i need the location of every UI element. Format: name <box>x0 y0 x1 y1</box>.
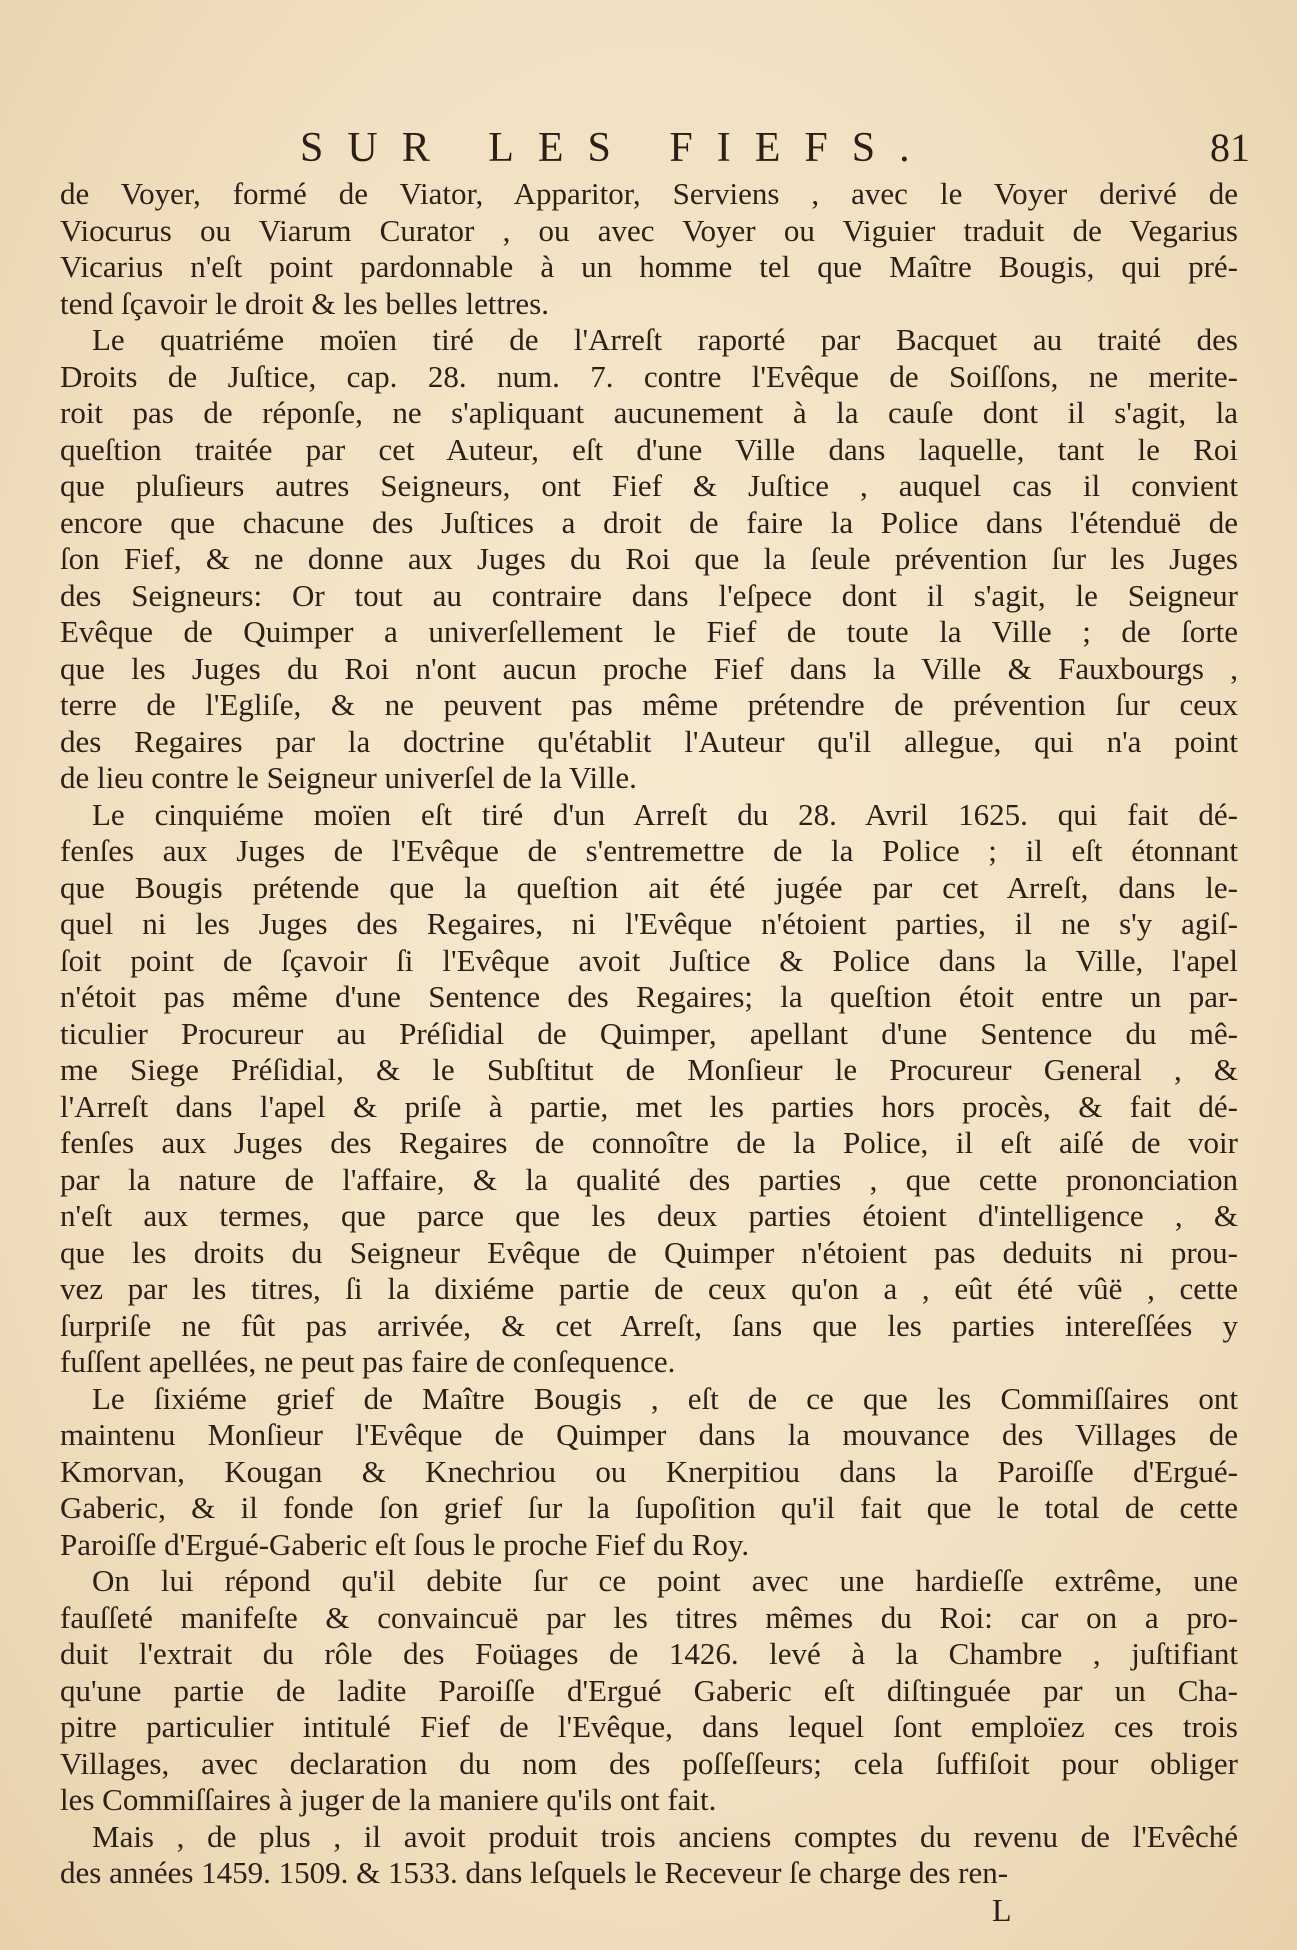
text-line: par la nature de l'affaire, & la qualité des parties , que cette prononciation <box>60 1161 1238 1197</box>
text-line: Paroiſſe d'Ergué-Gaberic eſt ſous le proche Fief du Roy. <box>60 1526 750 1562</box>
text-line: Vicarius n'eſt point pardonnable à un homme tel que Maître Bougis, qui pré- <box>60 249 1238 284</box>
text-line: fenſes aux Juges des Regaires de connoître de la Police, il eſt aiſé de voir <box>60 1125 1238 1160</box>
text-line: n'étoit pas même d'une Sentence des Regaires; la queſtion étoit entre un par- <box>60 979 1238 1014</box>
text-line: pitre particulier intitulé Fief de l'Evêque, dans lequel ſont emploïez ces trois <box>60 1709 1238 1744</box>
text-line: tend ſçavoir le droit & les belles lettres. <box>60 285 549 321</box>
text-line: ſurpriſe ne fût pas arrivée, & cet Arreſt, ſans que les parties intereſſées y <box>60 1307 1238 1343</box>
text-line: encore que chacune des Juſtices a droit de faire la Police dans l'étenduë de <box>60 504 1238 540</box>
text-line: Viocurus ou Viarum Curator , ou avec Voyer ou Viguier traduit de Vegarius <box>60 212 1238 248</box>
catchword: L <box>992 1892 1012 1928</box>
text-line: ſoit point de ſçavoir ſi l'Evêque avoit Juſtice & Police dans la Ville, l'apel <box>60 942 1238 978</box>
text-line: ticulier Procureur au Préſidial de Quimper, apellant d'une Sentence du mê- <box>60 1015 1238 1051</box>
text-line: Le ſixiéme grief de Maître Bougis , eſt de ce que les Commiſſaires ont <box>92 1380 1238 1416</box>
text-line: fenſes aux Juges de l'Evêque de s'entremettre de la Police ; il eſt étonnant <box>60 833 1238 868</box>
text-line: vez par les titres, ſi la dixiéme partie de ceux qu'on a , eût été vûë , cette <box>60 1271 1238 1306</box>
text-line: On lui répond qu'il debite ſur ce point avec une hardieſſe extrême, une <box>92 1563 1238 1598</box>
text-line: de lieu contre le Seigneur univerſel de la Ville. <box>60 760 637 795</box>
text-line: que Bougis prétende que la queſtion ait été jugée par cet Arreſt, dans le- <box>60 869 1238 905</box>
text-line: Villages, avec declaration du nom des poſſeſſeurs; cela ſuffiſoit pour obliger <box>60 1745 1238 1781</box>
text-line: maintenu Monſieur l'Evêque de Quimper dans la mouvance des Villages de <box>60 1417 1238 1452</box>
page-number: 81 <box>1210 125 1250 170</box>
text-line: Evêque de Quimper a univerſellement le Fief de toute la Ville ; de ſorte <box>60 614 1238 649</box>
text-line: qu'une partie de ladite Paroiſſe d'Ergué Gaberic eſt diſtinguée par un Cha- <box>60 1672 1238 1708</box>
text-line: n'eſt aux termes, que parce que les deux parties étoient d'intelligence , & <box>60 1198 1238 1233</box>
text-line: ſon Fief, & ne donne aux Juges du Roi que la ſeule prévention ſur les Juges <box>60 541 1238 576</box>
text-line: duit l'extrait du rôle des Foüages de 1426. levé à la Chambre , juſtifiant <box>60 1636 1238 1671</box>
text-line: de Voyer, formé de Viator, Apparitor, Serviens , avec le Voyer derivé de <box>60 176 1238 211</box>
text-line: Droits de Juſtice, cap. 28. num. 7. contre l'Evêque de Soiſſons, ne merite- <box>60 358 1238 394</box>
text-line: Kmorvan, Kougan & Knechriou ou Knerpitiou dans la Paroiſſe d'Ergué- <box>60 1453 1238 1489</box>
text-line: les Commiſſaires à juger de la maniere qu'ils ont fait. <box>60 1782 717 1817</box>
text-line: Mais , de plus , il avoit produit trois anciens comptes du revenu de l'Evêché <box>92 1818 1238 1854</box>
text-line: fauſſeté manifeſte & convaincuë par les titres mêmes du Roi: car on a pro- <box>60 1599 1238 1635</box>
text-line: roit pas de réponſe, ne s'apliquant aucunement à la cauſe dont il s'agit, la <box>60 395 1238 430</box>
running-title: SUR LES FIEFS. <box>300 125 934 171</box>
body-text <box>60 176 1238 1892</box>
text-line: que les Juges du Roi n'ont aucun proche Fief dans la Ville & Fauxbourgs , <box>60 650 1238 686</box>
text-line: que pluſieurs autres Seigneurs, ont Fief & Juſtice , auquel cas il convient <box>60 468 1238 503</box>
text-line: des années 1459. 1509. & 1533. dans leſquels le Receveur ſe charge des ren- <box>60 1855 1009 1890</box>
page-header <box>300 124 1250 176</box>
text-line: queſtion traitée par cet Auteur, eſt d'une Ville dans laquelle, tant le Roi <box>60 431 1238 467</box>
text-line: me Siege Préſidial, & le Subſtitut de Monſieur le Procureur General , & <box>60 1052 1238 1087</box>
text-line: terre de l'Egliſe, & ne peuvent pas même prétendre de prévention ſur ceux <box>60 687 1238 722</box>
text-line: des Regaires par la doctrine qu'établit l'Auteur qu'il allegue, qui n'a point <box>60 723 1238 759</box>
text-line: Gaberic, & il fonde ſon grief ſur la ſupoſition qu'il fait que le total de cette <box>60 1490 1238 1525</box>
text-line: des Seigneurs: Or tout au contraire dans l'eſpece dont il s'agit, le Seigneur <box>60 577 1238 613</box>
text-line: Le quatriéme moïen tiré de l'Arreſt raporté par Bacquet au traité des <box>92 322 1238 357</box>
text-line: l'Arreſt dans l'apel & priſe à partie, met les parties hors procès, & fait dé- <box>60 1088 1238 1124</box>
text-line: fuſſent apellées, ne peut pas faire de conſequence. <box>60 1344 676 1379</box>
text-line: Le cinquiéme moïen eſt tiré d'un Arreſt du 28. Avril 1625. qui fait dé- <box>92 796 1238 832</box>
text-line: que les droits du Seigneur Evêque de Quimper n'étoient pas deduits ni prou- <box>60 1234 1238 1270</box>
text-line: quel ni les Juges des Regaires, ni l'Evêque n'étoient parties, il ne s'y agiſ- <box>60 906 1238 941</box>
